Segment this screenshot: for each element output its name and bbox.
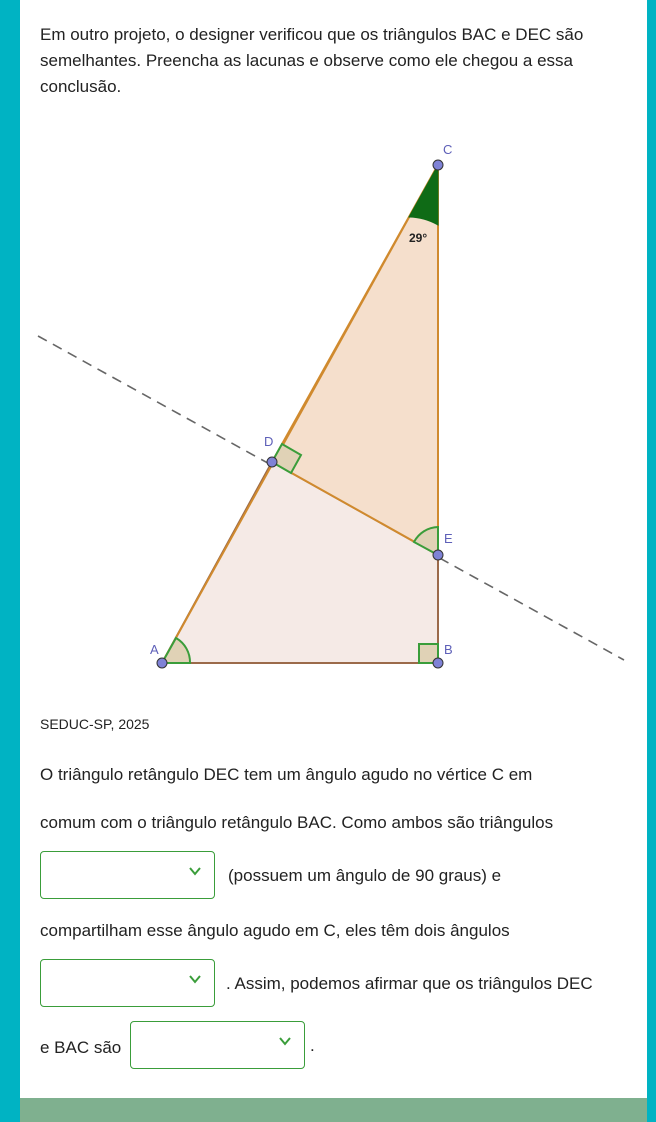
point-d: [267, 457, 277, 467]
label-c: C: [443, 142, 453, 157]
paragraph-after-dropdown-1: (possuem um ângulo de 90 graus) e: [228, 866, 502, 885]
question-card: [20, 0, 647, 1122]
angle-c-marker: [409, 165, 438, 225]
paragraph-after-dropdown-2: . Assim, podemos afirmar que os triângulos DEC: [226, 974, 593, 993]
geometry-figure: [20, 130, 647, 690]
chevron-down-icon: [278, 1034, 292, 1048]
label-a: A: [150, 642, 159, 657]
point-b: [433, 658, 443, 668]
angle-label: 29°: [409, 231, 428, 245]
paragraph-before-dropdown-3: e BAC são: [40, 1038, 122, 1057]
paragraph-after-dropdown-3: .: [310, 1036, 315, 1055]
chevron-down-icon: [188, 864, 202, 878]
footer-bar: [20, 1098, 647, 1122]
paragraph-line-4: compartilham esse ângulo agudo em C, eles têm dois ângulos: [40, 921, 510, 940]
chevron-down-icon: [188, 972, 202, 986]
intro-text: Em outro projeto, o designer verificou que os triângulos BAC e DEC são semelhantes. Preencha as lacunas e observe como ele chegou a essa conclusão.: [40, 25, 584, 96]
paragraph-line-2: comum com o triângulo retângulo BAC. Como ambos são triângulos: [40, 813, 554, 832]
label-b: B: [444, 642, 453, 657]
dropdown-1[interactable]: [40, 851, 215, 899]
point-a: [157, 658, 167, 668]
label-d: D: [264, 434, 274, 449]
label-e: E: [444, 531, 453, 546]
dropdown-2[interactable]: [40, 959, 215, 1007]
dropdown-3[interactable]: [130, 1021, 305, 1069]
image-credit: SEDUC-SP, 2025: [40, 716, 150, 732]
paragraph-line-1: O triângulo retângulo DEC tem um ângulo agudo no vértice C em: [40, 765, 533, 784]
point-c: [433, 160, 443, 170]
point-e: [433, 550, 443, 560]
